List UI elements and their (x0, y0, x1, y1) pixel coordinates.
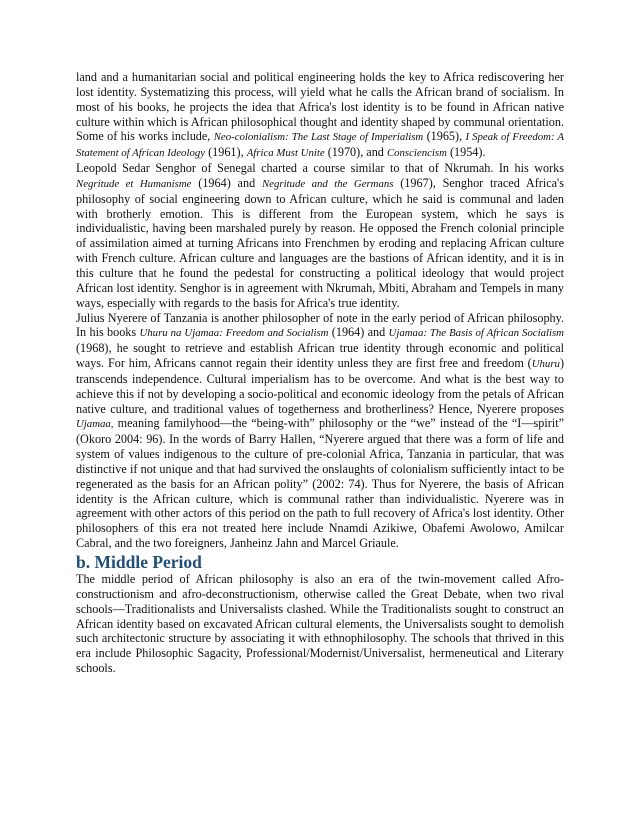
book-title: Neo-colonialism: The Last Stage of Imperialism (213, 131, 424, 144)
text-run: The middle period of African philosophy is also an era of the twin-movement called Afro-constructionism and afro-deconstructionism, otherwise called the Great Debate, when two rival schools—Traditionalists and Universalists clashed. While the Traditionalists sought to construct an African identity based on excavated African cultural elements, the Universalists sought to demolish such architectonic structure by associating it with ethnophilosophy. The schools that thrived in this era include Philosophic Sagacity, Professional/Modernist/Universalist, hermeneutical and Literary schools. (76, 572, 564, 676)
term: Ujamaa, (76, 418, 114, 431)
text-run: (1965), (423, 129, 466, 144)
text-run: (1970), and (324, 145, 387, 160)
book-title: Africa Must Unite (246, 147, 325, 160)
book-title: Ujamaa: The Basis of African Socialism (388, 327, 564, 340)
text-run: ) transcends independence. Cultural imperialism has to be overcome. And what is the best way to achieve this if not by developing a socio-political and economic ideology from the petals of African native culture, and traditional values of togetherness and brotherliness? Hence, Nyerere proposes (76, 356, 564, 416)
book-title: Consciencism (386, 147, 447, 160)
book-title: Uhuru na Ujamaa: Freedom and Socialism (139, 327, 329, 340)
text-run: meaning familyhood—the “being-with” philosophy or the “we” instead of the “I—spirit” (Okoro 2004: 96). In the words of Barry Hallen, “Nyerere argued that there was a form of life and system of values indigenous to the culture of pre-colonial Africa, Tanzania in particular, that was distinctive if not unique and that had survived the onslaughts of colonialism sufficiently intact to be regenerated as the basis for an African polity” (2002: 74). Thus for Nyerere, the basis of African identity is the African culture, which is communal rather than individualistic. Nyerere was in agreement with other actors of this period on the path to full recovery of Africa's lost identity. Other philosophers of this era not treated here include Nnamdi Azikiwe, Obafemi Awolowo, Amilcar Cabral, and the two foreigners, Janheinz Jahn and Marcel Griaule. (76, 416, 564, 551)
paragraph-middle-period (76, 572, 564, 676)
document-page (76, 70, 564, 676)
term: Uhuru (531, 358, 560, 371)
text-run: (1967), Senghor traced Africa's philosophy of social engineering down to African culture, which he said is communal and laden with brotherly emotion. This is different from the European system, which he says is individualistic, having been marshaled purely by reason. He opposed the French colonial principle of assimilation aimed at turning Africans into Frenchmen by eroding and replacing African culture with French culture. African culture and languages are the bastions of African identity, and it is in this culture that he found the pedestal for constructing a political ideology that would project African lost identity. Senghor is in agreement with Nkrumah, Mbiti, Abraham and Tempels in many ways, especially with regards to the basis for Africa's true identity. (76, 175, 564, 310)
book-title: Negritude and the Germans (261, 177, 394, 190)
text-run: (1961), (205, 145, 247, 160)
paragraph-nkrumah (76, 70, 564, 161)
paragraph-nyerere (76, 311, 564, 552)
text-run: (1964) and (191, 175, 262, 190)
text-run: Julius Nyerere of Tanzania is another philosopher of note in the early period of African philosophy. In his books (76, 310, 564, 340)
text-run: land and a humanitarian social and political engineering holds the key to Africa rediscovering her lost identity. Systematizing this process, will yield what he calls the African brand of socialism. In most of his books, he projects the idea that Africa's lost identity is to be found in African native culture within which is African philosophical thought and identity shaped by communal orientation. Some of his works include, (76, 70, 564, 144)
text-run: (1964) and (328, 325, 389, 340)
book-title: I Speak of Freedom: A Statement of African Ideology (76, 131, 564, 160)
text-run: (1954). (446, 145, 486, 160)
section-heading: b. Middle Period (76, 552, 202, 572)
text-run: (1968), he sought to retrieve and establish African true identity through economic and political ways. For him, Africans cannot regain their identity unless they are first free and freedom ( (76, 341, 564, 371)
text-run: Leopold Sedar Senghor of Senegal charted a course similar to that of Nkrumah. In his works (76, 161, 564, 176)
paragraph-senghor (76, 161, 564, 310)
book-title: Negritude et Humanisme (76, 177, 192, 190)
